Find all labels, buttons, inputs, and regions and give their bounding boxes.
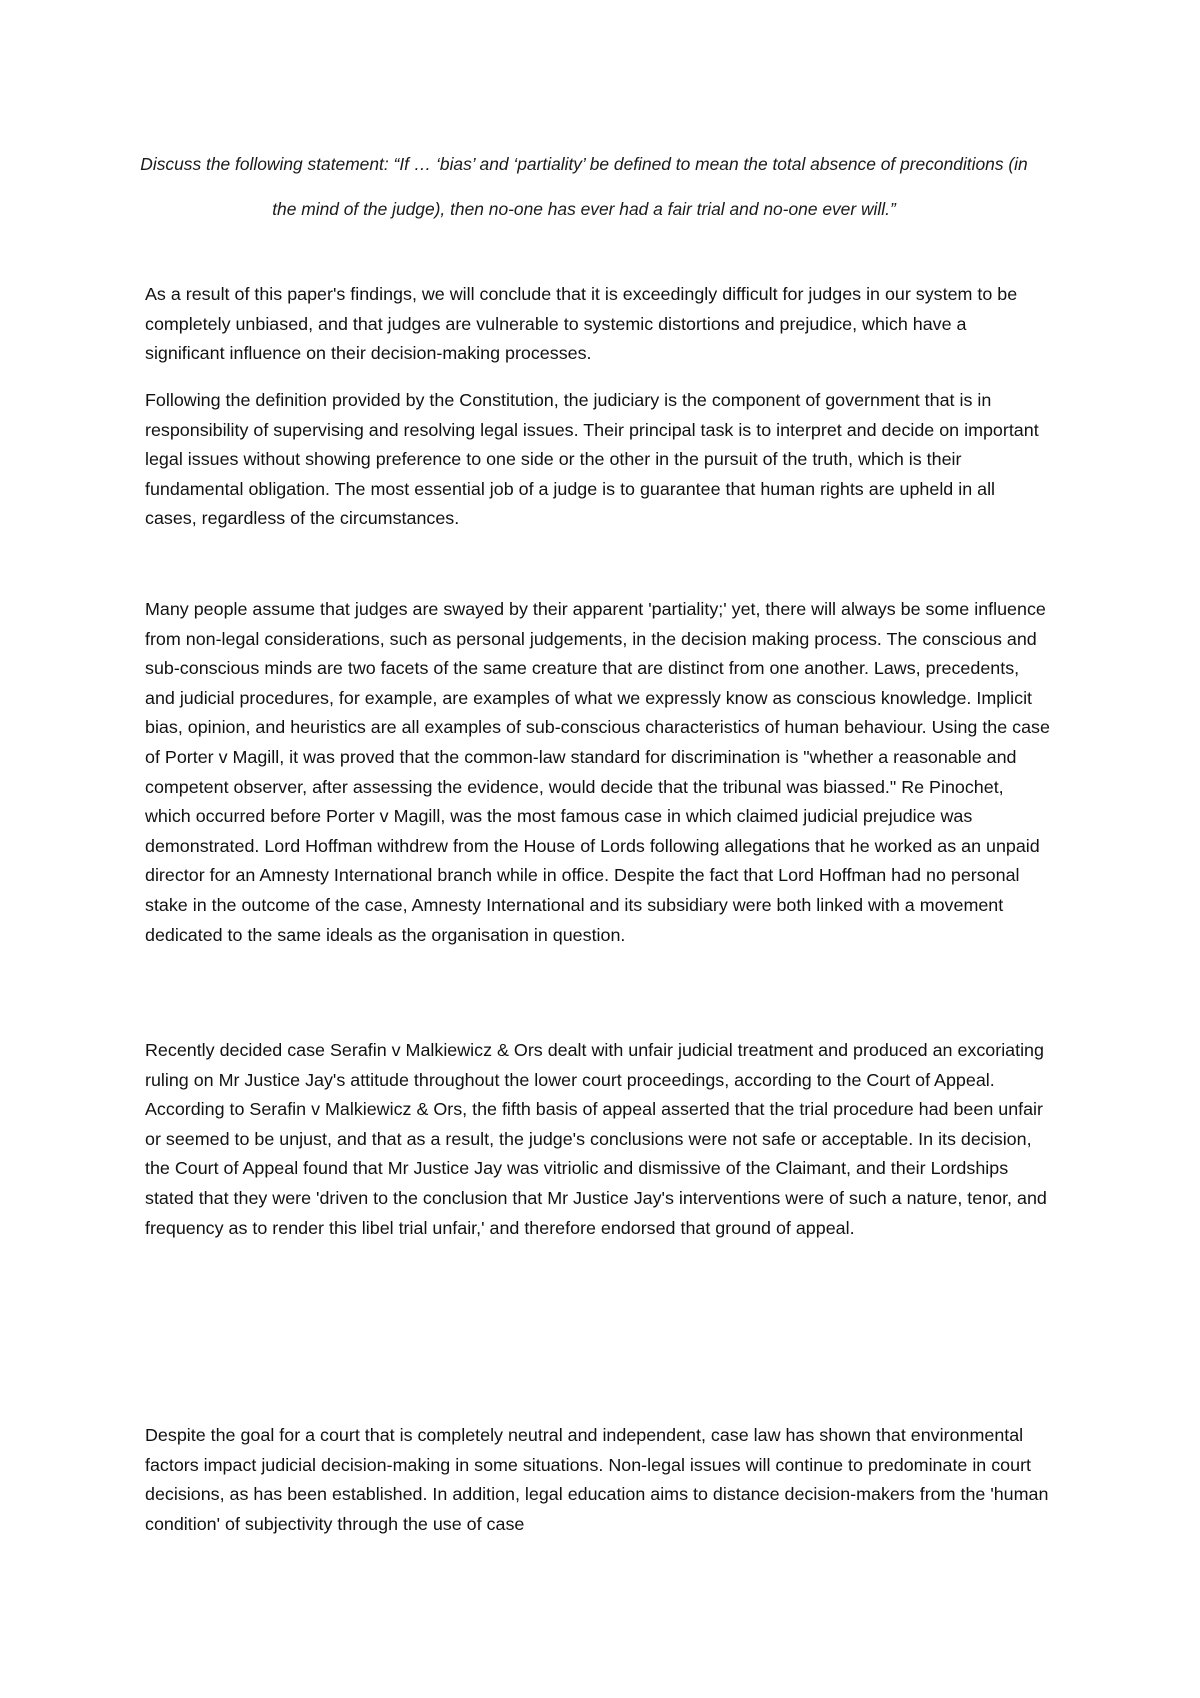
paragraph-serafin-case: Recently decided case Serafin v Malkiewicz & Ors dealt with unfair judicial treatment and produced an excoriating ruling on Mr Justice Jay's attitude throughout the lower court proceedings, according to the Court of Appeal. According to Serafin v Malkiewicz & Ors, the fifth basis of appeal asserted that the trial procedure had been unfair or seemed to be unjust, and that as a result, the judge's conclusions were not safe or acceptable. In its decision, the Court of Appeal found that Mr Justice Jay was vitriolic and dismissive of the Claimant, and their Lordships stated that they were 'driven to the conclusion that Mr Justice Jay's interventions were of such a nature, tenor, and frequency as to render this libel trial unfair,' and therefore endorsed that ground of appeal. xyxy=(145,1040,1047,1238)
essay-question: Discuss the following statement: “If … ‘bias’ and ‘partiality’ be defined to mean the total absence of preconditions (in the mind of the judge), then no-one has ever had a fair trial and no-one ever will.” xyxy=(140,154,1028,219)
paragraph-conclusion-preview: As a result of this paper's findings, we will conclude that it is exceedingly difficult for judges in our system to be completely unbiased, and that judges are vulnerable to systemic distortions and prejudice, which have a significant influence on their decision-making processes. xyxy=(145,284,1018,364)
paragraph-neutrality-goal: Despite the goal for a court that is completely neutral and independent, case law has shown that environmental factors impact judicial decision-making in some situations. Non-legal issues will continue to predominate in court decisions, as has been established. In addition, legal education aims to distance decision-makers from the 'human condition' of subjectivity through the use of case xyxy=(145,1425,1049,1534)
paragraph-partiality-cases: Many people assume that judges are swayed by their apparent 'partiality;' yet, there will always be some influence from non-legal considerations, such as personal judgements, in the decision making process. The conscious and sub-conscious minds are two facets of the same creature that are distinct from one another. Laws, precedents, and judicial procedures, for example, are examples of what we expressly know as conscious knowledge. Implicit bias, opinion, and heuristics are all examples of sub-conscious characteristics of human behaviour. Using the case of Porter v Magill, it was proved that the common-law standard for discrimination is "whether a reasonable and competent observer, after assessing the evidence, would decide that the tribunal was biassed." Re Pinochet, which occurred before Porter v Magill, was the most famous case in which claimed judicial prejudice was demonstrated. Lord Hoffman withdrew from the House of Lords following allegations that he worked as an unpaid director for an Amnesty International branch while in office. Despite the fact that Lord Hoffman had no personal stake in the outcome of the case, Amnesty International and its subsidiary were both linked with a movement dedicated to the same ideals as the organisation in question. xyxy=(145,599,1050,945)
paragraph-judiciary-definition: Following the definition provided by the Constitution, the judiciary is the component of government that is in responsibility of supervising and resolving legal issues. Their principal task is to interpret and decide on important legal issues without showing preference to one side or the other in the pursuit of the truth, which is their fundamental obligation. The most essential job of a judge is to guarantee that human rights are upheld in all cases, regardless of the circumstances. xyxy=(145,390,1039,529)
